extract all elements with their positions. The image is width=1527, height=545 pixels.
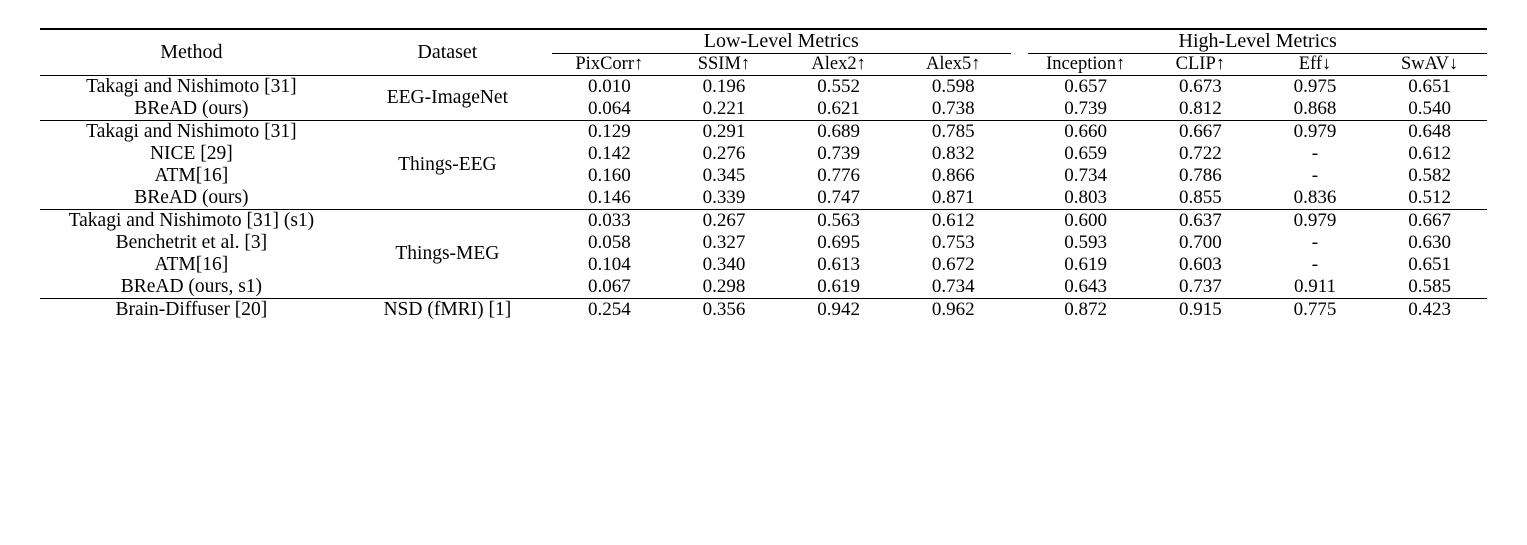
metric-cell: 0.340 [702, 254, 746, 275]
spacer-cell [1011, 121, 1029, 144]
header-method: Method [40, 29, 343, 76]
metric-cell: 0.660 [1028, 121, 1143, 144]
metric-cell: 0.345 [702, 165, 746, 186]
metric-cell: 0.619 [1064, 254, 1108, 275]
metric-cell: 0.739 [817, 143, 860, 164]
metric-cell: 0.673 [1143, 76, 1258, 99]
metric-cell: 0.738 [931, 98, 975, 119]
spacer-cell [1011, 187, 1029, 210]
spacer-cell [1011, 165, 1029, 187]
header-col-pixcorr: PixCorr↑ [575, 54, 644, 74]
metric-cell: 0.142 [587, 143, 631, 164]
metric-cell: 0.739 [1064, 98, 1108, 119]
dataset-cell: NSD (fMRI) [1] [343, 299, 552, 322]
metric-cell: - [1311, 254, 1319, 275]
metric-cell: 0.598 [896, 76, 1011, 99]
header-high-level-metrics: High-Level Metrics [1028, 29, 1487, 54]
method-cell: BReAD (ours) [134, 187, 249, 208]
metric-cell: - [1311, 143, 1319, 164]
metric-cell: 0.104 [587, 254, 631, 275]
metric-cell: 0.700 [1178, 232, 1222, 253]
metric-cell: 0.785 [896, 121, 1011, 144]
metric-cell: 0.327 [702, 232, 746, 253]
spacer-cell [1011, 210, 1029, 233]
table-row [40, 254, 1487, 276]
metric-cell: 0.423 [1372, 299, 1487, 322]
metric-cell: 0.855 [1178, 187, 1222, 208]
metric-cell: 0.942 [781, 299, 896, 322]
table-row [40, 98, 1487, 121]
metric-cell: 0.871 [931, 187, 975, 208]
header-col-ssim: SSIM↑ [697, 54, 751, 74]
header-low-level-metrics: Low-Level Metrics [552, 29, 1011, 54]
header-col-eff: Eff↓ [1298, 54, 1332, 74]
metric-cell: 0.832 [931, 143, 975, 164]
metric-cell: 0.600 [1028, 210, 1143, 233]
metric-cell: 0.221 [702, 98, 746, 119]
metric-cell: 0.651 [1372, 76, 1487, 99]
metric-cell: 0.962 [896, 299, 1011, 322]
method-cell: Takagi and Nishimoto [31] [40, 121, 343, 144]
metric-cell: - [1311, 232, 1319, 253]
metric-cell: 0.067 [587, 276, 631, 297]
metric-cell: 0.613 [817, 254, 860, 275]
metric-cell: 0.722 [1178, 143, 1222, 164]
spacer-cell [1011, 232, 1029, 254]
header-row-groups [40, 29, 1487, 54]
metric-cell: 0.339 [702, 187, 746, 208]
header-col-swav: SwAV↓ [1401, 54, 1459, 74]
metric-cell: 0.866 [931, 165, 975, 186]
metric-cell: 0.582 [1408, 165, 1452, 186]
metric-cell: 0.695 [817, 232, 860, 253]
table-row [40, 299, 1487, 322]
dataset-cell: EEG-ImageNet [343, 76, 552, 121]
dataset-cell: Things-MEG [343, 210, 552, 299]
table-row [40, 121, 1487, 144]
metric-cell: 0.160 [587, 165, 631, 186]
metric-cell: 0.648 [1372, 121, 1487, 144]
metric-cell: 0.356 [667, 299, 782, 322]
header-col-alex2: Alex2↑ [811, 54, 866, 74]
header-col-clip: CLIP↑ [1175, 54, 1225, 74]
metric-cell: 0.868 [1293, 98, 1337, 119]
method-cell: Benchetrit et al. [3] [115, 232, 268, 253]
metric-cell: 0.979 [1258, 121, 1373, 144]
table-row [40, 232, 1487, 254]
metric-cell: 0.659 [1064, 143, 1108, 164]
metric-cell: 0.643 [1064, 276, 1108, 297]
metric-cell: 0.603 [1178, 254, 1222, 275]
table-row [40, 187, 1487, 210]
metric-cell: 0.621 [817, 98, 860, 119]
metric-cell: 0.291 [667, 121, 782, 144]
metric-cell: 0.593 [1064, 232, 1108, 253]
metric-cell: 0.747 [817, 187, 860, 208]
metric-cell: 0.657 [1028, 76, 1143, 99]
metric-cell: 0.585 [1408, 276, 1452, 297]
table-body [40, 76, 1487, 322]
metric-cell: 0.010 [552, 76, 667, 99]
metric-cell: 0.267 [667, 210, 782, 233]
metric-cell: 0.637 [1143, 210, 1258, 233]
metric-cell: 0.753 [931, 232, 975, 253]
metric-cell: 0.872 [1028, 299, 1143, 322]
metric-cell: 0.975 [1258, 76, 1373, 99]
header-col-alex5: Alex5↑ [926, 54, 981, 74]
metric-cell: 0.734 [1064, 165, 1108, 186]
metric-cell: 0.812 [1178, 98, 1222, 119]
method-cell: NICE [29] [149, 143, 233, 164]
method-cell: Takagi and Nishimoto [31] (s1) [40, 210, 343, 233]
metric-cell: 0.563 [781, 210, 896, 233]
table-header [40, 29, 1487, 76]
method-cell: ATM[16] [154, 165, 229, 186]
metric-cell: 0.672 [931, 254, 975, 275]
metric-cell: 0.803 [1064, 187, 1108, 208]
table-row [40, 276, 1487, 299]
header-spacer [1011, 29, 1029, 76]
metric-cell: 0.058 [587, 232, 631, 253]
metric-cell: 0.129 [552, 121, 667, 144]
metric-cell: 0.540 [1408, 98, 1452, 119]
metric-cell: 0.619 [817, 276, 860, 297]
metric-cell: 0.064 [587, 98, 631, 119]
header-dataset: Dataset [343, 29, 552, 76]
metric-cell: 0.276 [702, 143, 746, 164]
metric-cell: 0.196 [667, 76, 782, 99]
metric-cell: 0.298 [702, 276, 746, 297]
metric-cell: 0.512 [1408, 187, 1452, 208]
metric-cell: 0.612 [1408, 143, 1452, 164]
spacer-cell [1011, 143, 1029, 165]
metric-cell: 0.667 [1143, 121, 1258, 144]
table-row [40, 165, 1487, 187]
header-col-inception: Inception↑ [1046, 54, 1126, 74]
metric-cell: 0.737 [1178, 276, 1222, 297]
table-row [40, 76, 1487, 99]
table-row [40, 210, 1487, 233]
metric-cell: 0.786 [1178, 165, 1222, 186]
metric-cell: 0.776 [817, 165, 860, 186]
metric-cell: 0.689 [781, 121, 896, 144]
method-cell: BReAD (ours) [134, 98, 249, 119]
spacer-cell [1011, 76, 1029, 99]
method-cell: BReAD (ours, s1) [120, 276, 263, 297]
metric-cell: 0.146 [587, 187, 631, 208]
metric-cell: 0.552 [781, 76, 896, 99]
method-cell: Brain-Diffuser [20] [40, 299, 343, 322]
metric-cell: 0.979 [1258, 210, 1373, 233]
metric-cell: 0.911 [1293, 276, 1336, 297]
table-row [40, 143, 1487, 165]
method-cell: ATM[16] [154, 254, 229, 275]
metric-cell: 0.630 [1408, 232, 1452, 253]
metric-cell: 0.775 [1258, 299, 1373, 322]
metric-cell: 0.612 [896, 210, 1011, 233]
spacer-cell [1011, 276, 1029, 299]
metric-cell: 0.254 [552, 299, 667, 322]
metric-cell: 0.651 [1408, 254, 1452, 275]
metric-cell: 0.667 [1372, 210, 1487, 233]
method-cell: Takagi and Nishimoto [31] [40, 76, 343, 99]
results-table [40, 28, 1487, 321]
spacer-cell [1011, 254, 1029, 276]
metric-cell: 0.033 [552, 210, 667, 233]
spacer-cell [1011, 299, 1029, 322]
metric-cell: 0.836 [1293, 187, 1337, 208]
spacer-cell [1011, 98, 1029, 121]
metric-cell: - [1311, 165, 1319, 186]
dataset-cell: Things-EEG [343, 121, 552, 210]
metric-cell: 0.915 [1143, 299, 1258, 322]
metric-cell: 0.734 [931, 276, 975, 297]
